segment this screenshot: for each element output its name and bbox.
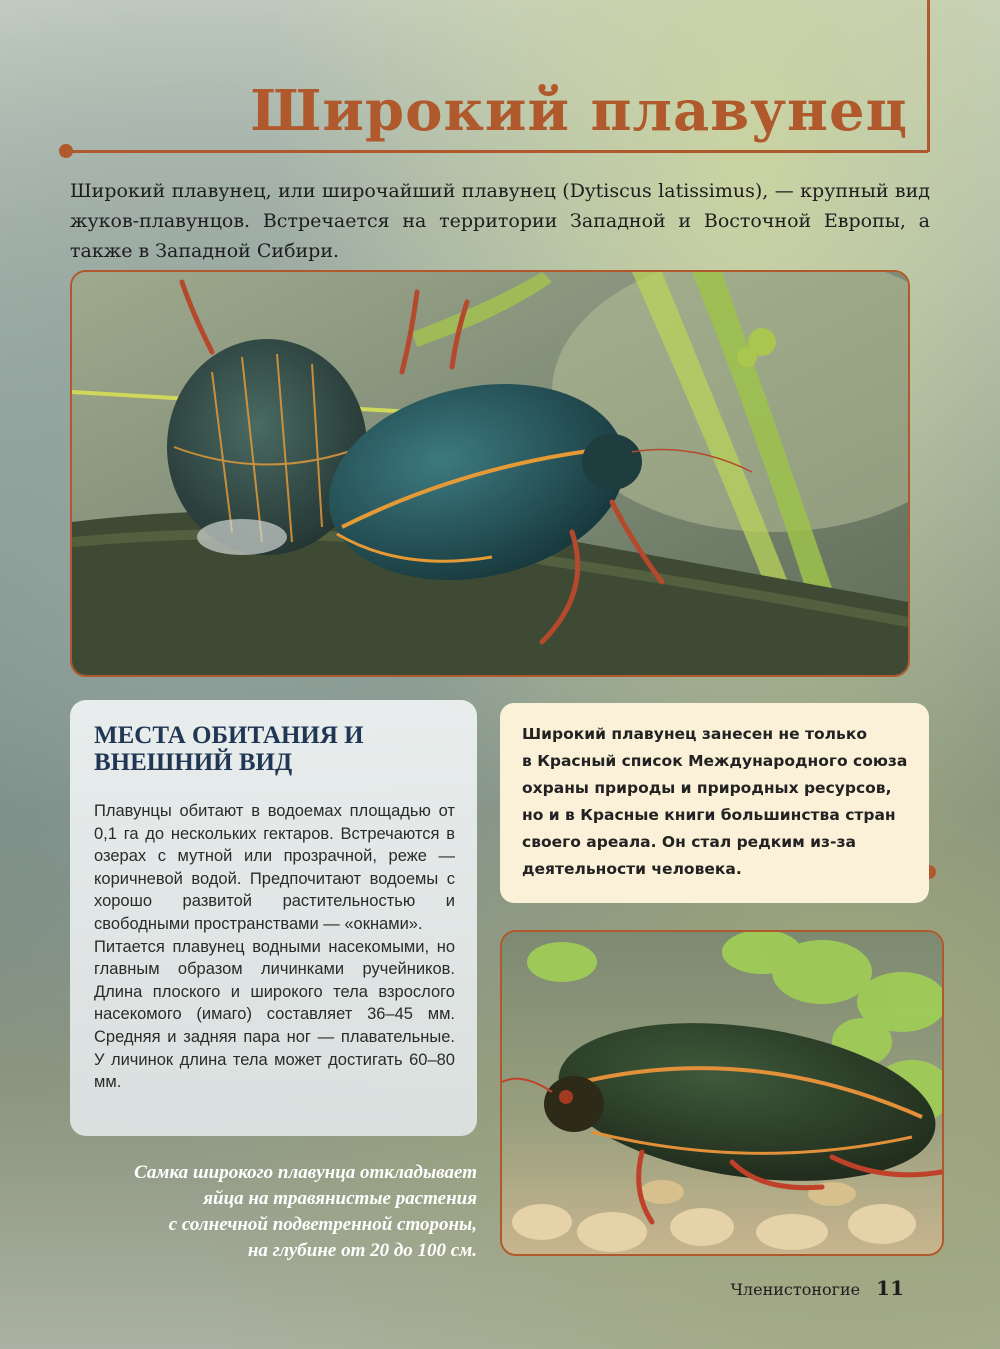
frame-line-title-underline bbox=[66, 150, 928, 153]
egg-laying-caption: Самка широкого плавунца откладывает яйца на травянистые растения с солнечной подветренной стороны, на глубине от 20 до 100 см. bbox=[134, 1162, 477, 1261]
page-number: 11 bbox=[876, 1276, 904, 1300]
frame-line-right bbox=[927, 0, 930, 152]
habitat-card bbox=[70, 700, 477, 1136]
footer-section-name: Членистоногие bbox=[730, 1280, 861, 1299]
red-list-note bbox=[500, 703, 929, 903]
page-footer bbox=[731, 1276, 904, 1300]
frame-dot-left bbox=[59, 144, 73, 158]
habitat-heading: МЕСТА ОБИТАНИЯ И ВНЕШНИЙ ВИД bbox=[94, 722, 364, 776]
habitat-text: Плавунцы обитают в водоемах площадью от 0,1 га до нескольких гектаров. Встречаются в озерах с мутной или прозрачной, реже — коричневой водой. Предпочитают водоемы с хорошо развитой растительностью и свободными пространствами — «окнами». Питается плавунец водными насекомыми, но главным образом личинками ручейников. Длина плоского и широкого тела взрослого насекомого (имаго) составляет 36–45 мм. Средняя и задняя пара ног — плавательные. У личинок длина тела может достигать 60–80 мм. bbox=[94, 802, 455, 1092]
page-title: Широкий плавунец bbox=[250, 78, 908, 144]
red-list-note-text: Широкий плавунец занесен не только в Красный список Международного союза охраны природы и природных ресурсов, но и в Красные книги большинства стран своего ареала. Он стал редким из-за деятельности человека. bbox=[522, 725, 908, 878]
beetle-photo-bottom bbox=[500, 930, 944, 1256]
intro-paragraph: Широкий плавунец, или широчайший плавунец (Dytiscus latissimus), — крупный вид жуков-плавунцов. Встречается на территории Западной и Восточной Европы, а также в Западной Сибири. bbox=[70, 180, 930, 262]
beetles-photo bbox=[70, 270, 910, 677]
